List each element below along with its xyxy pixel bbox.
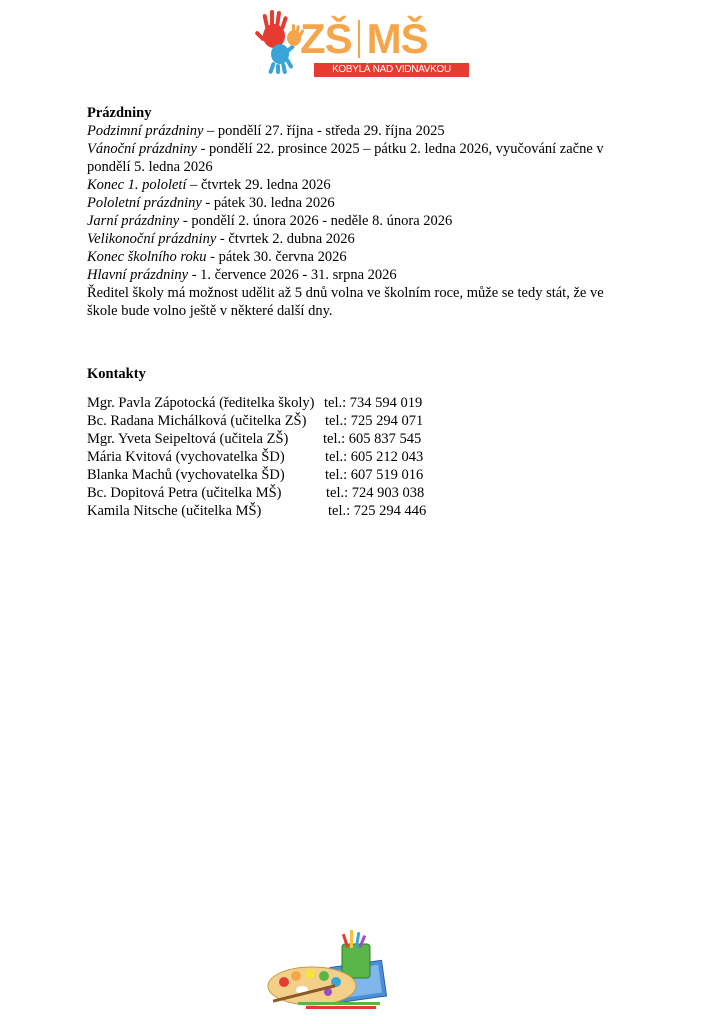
contact-name: Bc. Dopitová Petra (učitelka MŠ) [87, 485, 282, 501]
logo-divider [358, 20, 360, 58]
contact-name: Mária Kvitová (vychovatelka ŠD) [87, 449, 285, 465]
contact-phone: tel.: 725 294 446 [328, 503, 427, 519]
contact-phone: tel.: 605 212 043 [325, 449, 424, 465]
contact-row [87, 394, 647, 412]
holiday-title: Pololetní prázdniny [87, 195, 202, 211]
contact-row [87, 412, 647, 430]
contact-phone: tel.: 724 903 038 [326, 485, 425, 501]
holiday-title: Konec školního roku [87, 249, 207, 265]
holiday-title: Velikonoční prázdniny [87, 231, 217, 247]
holiday-item [87, 122, 647, 140]
contact-row [87, 430, 647, 448]
logo-text-zs: ZŠ [300, 15, 352, 62]
holidays-note: Ředitel školy má možnost udělit až 5 dnů volna ve školním roce, může se tedy stát, že ve škole bude volno ještě v některé další dny. [87, 285, 604, 319]
document-body [87, 104, 647, 520]
holiday-title: Hlavní prázdniny [87, 267, 189, 283]
holidays-heading: Prázdniny [87, 105, 152, 121]
holiday-title: Konec 1. pololetí [87, 177, 187, 193]
contact-name: Kamila Nitsche (učitelka MŠ) [87, 503, 262, 519]
contact-row [87, 448, 647, 466]
holiday-dates: – čtvrtek 29. ledna 2026 [186, 177, 331, 193]
school-logo [254, 8, 470, 76]
contact-row [87, 466, 647, 484]
holiday-dates: - pondělí 22. prosince 2025 – pátku 2. ledna 2026, vyučování začne v pondělí 5. ledna 2026 [87, 141, 604, 175]
contact-row [87, 484, 647, 502]
contact-phone: tel.: 734 594 019 [324, 395, 423, 411]
contact-row [87, 502, 647, 520]
logo-subtitle: KOBYLÁ NAD VIDNAVKOU [314, 63, 469, 77]
holiday-item [87, 230, 647, 248]
holiday-dates: - pondělí 2. února 2026 - neděle 8. února 2026 [179, 213, 453, 229]
contacts-heading: Kontakty [87, 366, 146, 382]
holiday-dates: - čtvrtek 2. dubna 2026 [216, 231, 355, 247]
holiday-title: Jarní prázdniny [87, 213, 180, 229]
holiday-item [87, 194, 647, 212]
contact-phone: tel.: 607 519 016 [325, 467, 424, 483]
contact-name: Blanka Machů (vychovatelka ŠD) [87, 467, 285, 483]
holiday-item [87, 212, 647, 230]
holiday-title: Vánoční prázdniny [87, 141, 197, 157]
contact-phone: tel.: 725 294 071 [325, 413, 424, 429]
holiday-dates: - 1. července 2026 - 31. srpna 2026 [188, 267, 397, 283]
painted-hands-icon [254, 8, 306, 74]
contact-name: Mgr. Pavla Zápotocká (ředitelka školy) [87, 395, 315, 411]
holiday-dates: - pátek 30. června 2026 [206, 249, 347, 265]
contact-name: Mgr. Yveta Seipeltová (učitela ZŠ) [87, 431, 289, 447]
logo-text [300, 14, 428, 64]
holiday-item [87, 248, 647, 266]
logo-text-ms: MŠ [366, 15, 428, 62]
holiday-item [87, 140, 647, 176]
contact-phone: tel.: 605 837 545 [323, 431, 422, 447]
holiday-title: Podzimní prázdniny [87, 123, 204, 139]
holiday-dates: – pondělí 27. října - středa 29. října 2025 [203, 123, 445, 139]
holiday-dates: - pátek 30. ledna 2026 [201, 195, 335, 211]
art-supplies-icon [266, 930, 392, 1010]
holiday-item [87, 176, 647, 194]
holiday-item [87, 266, 647, 284]
contact-name: Bc. Radana Michálková (učitelka ZŠ) [87, 413, 307, 429]
